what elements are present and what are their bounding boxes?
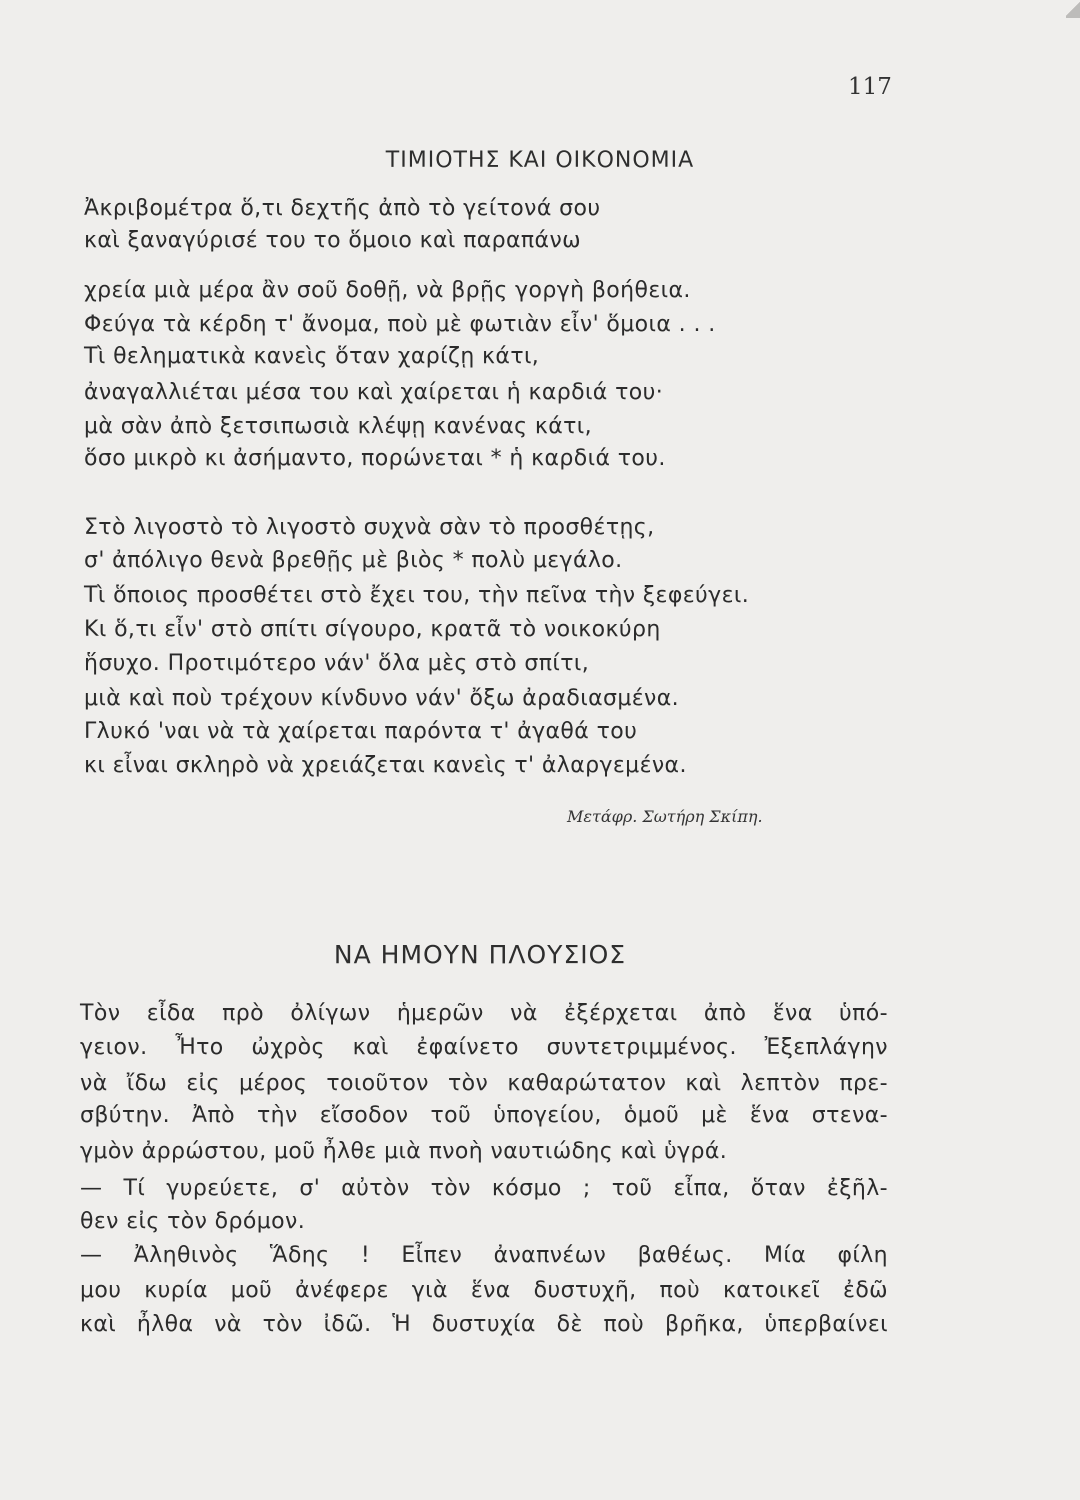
poem-line: Τὶ θεληματικὰ κανεὶς ὅταν χαρίζῃ κάτι, — [84, 344, 540, 369]
prose-line: — Τί γυρεύετε, σ' αὐτὸν τὸν κόσμο ; τοῦ εἶπα, ὅταν ἐξῆλ- — [80, 1176, 888, 1201]
poem-line: Φεύγα τὰ κέρδη τ' ἄνομα, ποὺ μὲ φωτιὰν εἶν' ὅμοια . . . — [84, 312, 716, 337]
page-number: 117 — [848, 74, 892, 100]
translator-signature: Μετάφρ. Σωτήρη Σκίπη. — [567, 807, 763, 826]
poem-line: σ' ἀπόλιγο θενὰ βρεθῇς μὲ βιὸς * πολὺ μεγάλο. — [84, 548, 623, 573]
poem-title: ΤΙΜΙΟΤΗΣ ΚΑΙ ΟΙΚΟΝΟΜΙΑ — [385, 148, 695, 173]
poem-line: Ἀκριβομέτρα ὅ,τι δεχτῆς ἀπὸ τὸ γείτονά σου — [84, 196, 601, 221]
prose-line: σβύτην. Ἀπὸ τὴν εἴσοδον τοῦ ὑπογείου, ὁμοῦ μὲ ἕνα στενα- — [80, 1103, 888, 1128]
poem-line: Γλυκό 'ναι νὰ τὰ χαίρεται παρόντα τ' ἀγαθά του — [84, 719, 638, 744]
poem-line: Τὶ ὅποιος προσθέτει στὸ ἔχει του, τὴν πεῖνα τὴν ξεφεύγει. — [84, 583, 750, 608]
poem-line: ἀναγαλλιέται μέσα του καὶ χαίρεται ἡ καρδιά του· — [84, 380, 664, 405]
prose-line: γμὸν ἀρρώστου, μοῦ ἦλθε μιὰ πνοὴ ναυτιώδης καὶ ὑγρά. — [80, 1139, 728, 1164]
prose-line: μου κυρία μοῦ ἀνέφερε γιὰ ἕνα δυστυχῆ, ποὺ κατοικεῖ ἐδῶ — [80, 1278, 888, 1303]
poem-line: Κι ὅ,τι εἶν' στὸ σπίτι σίγουρο, κρατᾶ τὸ νοικοκύρη — [84, 617, 661, 642]
poem-line: ὅσο μικρὸ κι ἀσήμαντο, πορώνεται * ἡ καρδιά του. — [84, 446, 666, 471]
prose-line: γειον. Ἦτο ὠχρὸς καὶ ἐφαίνετο συντετριμμένος. Ἐξεπλάγην — [80, 1035, 888, 1060]
prose-line: νὰ ἴδω εἰς μέρος τοιοῦτον τὸν καθαρώτατον καὶ λεπτὸν πρε- — [80, 1071, 888, 1096]
poem-line: μιὰ καὶ ποὺ τρέχουν κίνδυνο νάν' ὄξω ἀραδιασμένα. — [84, 686, 680, 711]
poem-line: Στὸ λιγοστὸ τὸ λιγοστὸ συχνὰ σὰν τὸ προσθέτῃς, — [84, 515, 655, 540]
poem-line: μὰ σὰν ἀπὸ ξετσιπωσιὰ κλέψῃ κανένας κάτι, — [84, 414, 592, 439]
page-corner — [1066, 0, 1080, 18]
poem-line: καὶ ξαναγύρισέ του το ὅμοιο καὶ παραπάνω — [84, 228, 581, 253]
poem-line: κι εἶναι σκληρὸ νὰ χρειάζεται κανεὶς τ' ἀλαργεμένα. — [84, 753, 687, 778]
poem-line: ἥσυχο. Προτιμότερο νάν' ὅλα μὲς στὸ σπίτι, — [84, 651, 590, 676]
prose-line: θεν εἰς τὸν δρόμον. — [80, 1209, 306, 1234]
prose-line: Τὸν εἶδα πρὸ ὀλίγων ἡμερῶν νὰ ἐξέρχεται ἀπὸ ἕνα ὑπό- — [80, 1001, 888, 1026]
prose-title: ΝΑ ΗΜΟΥΝ ΠΛΟΥΣΙΟΣ — [333, 940, 627, 969]
prose-line: καὶ ἦλθα νὰ τὸν ἰδῶ. Ἡ δυστυχία δὲ ποὺ βρῆκα, ὑπερβαίνει — [80, 1312, 888, 1337]
poem-line: χρεία μιὰ μέρα ἂν σοῦ δοθῇ, νὰ βρῇς γοργὴ βοήθεια. — [84, 278, 691, 303]
prose-line: — Ἀληθινὸς Ἅδης ! Εἶπεν ἀναπνέων βαθέως. Μία φίλη — [80, 1243, 888, 1268]
